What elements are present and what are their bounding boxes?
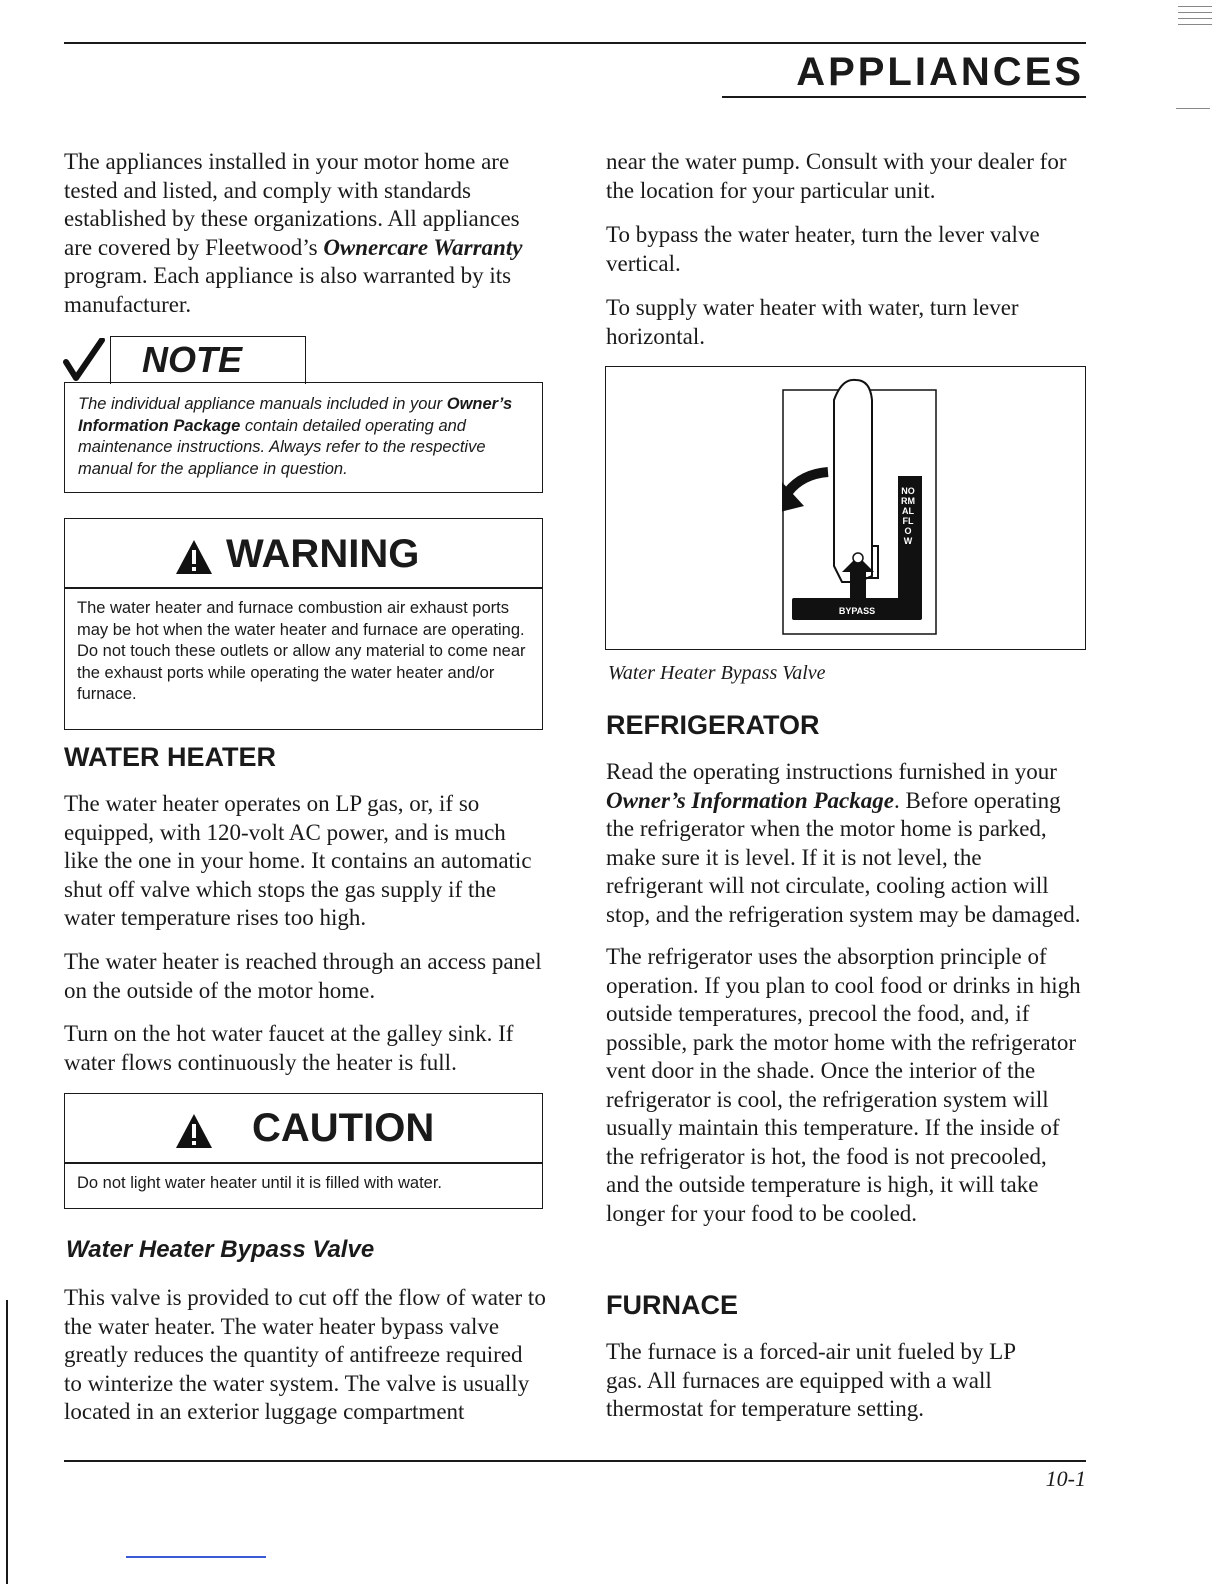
header-top-rule [64,42,1086,44]
page-title: APPLIANCES [796,50,1084,94]
figure-caption: Water Heater Bypass Valve [608,662,826,684]
water-heater-heading: WATER HEATER [64,742,276,772]
note-text: The individual appliance manuals included in your Owner’s Information Package contain detailed operating and maintenance instructions. Always refer to the respective manual for the appliance in question. [78,395,513,478]
bypass-continued-p: near the water pump. Consult with your dealer for the location for your particular unit. [606,149,1067,203]
margin-marks [1178,0,1212,36]
refrigerator-heading: REFRIGERATOR [606,710,820,740]
intro-paragraph: The appliances installed in your motor home are tested and listed, and comply with standards established by these organizations. All appliances are covered by Fleetwood’s Ownercare Warranty program. Each appliance is also warranted by its manufacturer. [64,149,523,317]
page-number: 10-1 [1045,1466,1086,1491]
supply-instruction-p: To supply water heater with water, turn lever horizontal. [606,295,1019,349]
caution-triangle-icon [174,1112,214,1150]
water-heater-p2: The water heater is reached through an access panel on the outside of the motor home. [64,949,542,1003]
bottom-blue-mark [126,1556,266,1558]
bypass-label: BYPASS [838,606,876,616]
footer-rule [64,1460,1086,1462]
checkmark-icon [62,338,106,382]
caution-label: CAUTION [252,1106,435,1150]
title-underline [722,96,1086,98]
bypass-instruction-p: To bypass the water heater, turn the lever valve vertical. [606,222,1040,276]
warning-divider [64,587,543,589]
furnace-heading: FURNACE [606,1290,738,1320]
left-margin-line [6,1300,8,1584]
caution-divider [64,1162,543,1164]
caution-text: Do not light water heater until it is filled with water. [77,1174,443,1192]
margin-tick [1176,108,1210,109]
bypass-valve-heading: Water Heater Bypass Valve [66,1236,375,1263]
furnace-p1: The furnace is a forced-air unit fueled by LP gas. All furnaces are equipped with a wall thermostat for temperature setting. [606,1339,1016,1421]
warning-triangle-icon [174,538,214,576]
refrigerator-p2: The refrigerator uses the absorption principle of operation. If you plan to cool food or drinks in high outside temperatures, precool the food, and, if possible, park the motor home with the refrigerator vent door in the shade. Once the interior of the refrigerator is cool, the refrigeration system will usually maintain this temperature. If the inside of the refrigerator is hot, the food is not precooled, and the outside temperature is high, it will take longer for your food to be cooled. [606,944,1081,1226]
normal-flow-label: NORMAL FLOW [901,486,915,546]
note-label: NOTE [142,339,243,380]
warning-label: WARNING [226,532,420,576]
bypass-valve-diagram [782,376,942,640]
water-heater-p3: Turn on the hot water faucet at the galley sink. If water flows continuously the heater is full. [64,1021,514,1075]
warning-text: The water heater and furnace combustion air exhaust ports may be hot when the water heater and furnace are operating. Do not touch these outlets or allow any material to come near the exhaust ports while operating the water heater and/or furnace. [77,599,526,703]
bypass-valve-p1: This valve is provided to cut off the flow of water to the water heater. The water heater bypass valve greatly reduces the quantity of antifreeze required to winterize the water system. The valve is usually located in an exterior luggage compartment [64,1285,546,1424]
refrigerator-p1: Read the operating instructions furnished in your Owner’s Information Package. Before operating the refrigerator when the motor home is parked, make sure it is level. If it is not level, the refrigerant will not circulate, cooling action will stop, and the refrigeration system may be damaged. [606,759,1081,927]
water-heater-p1: The water heater operates on LP gas, or, if so equipped, with 120-volt AC power, and is much like the one in your home. It contains an automatic shut off valve which stops the gas supply if the water temperature rises too high. [64,791,532,930]
